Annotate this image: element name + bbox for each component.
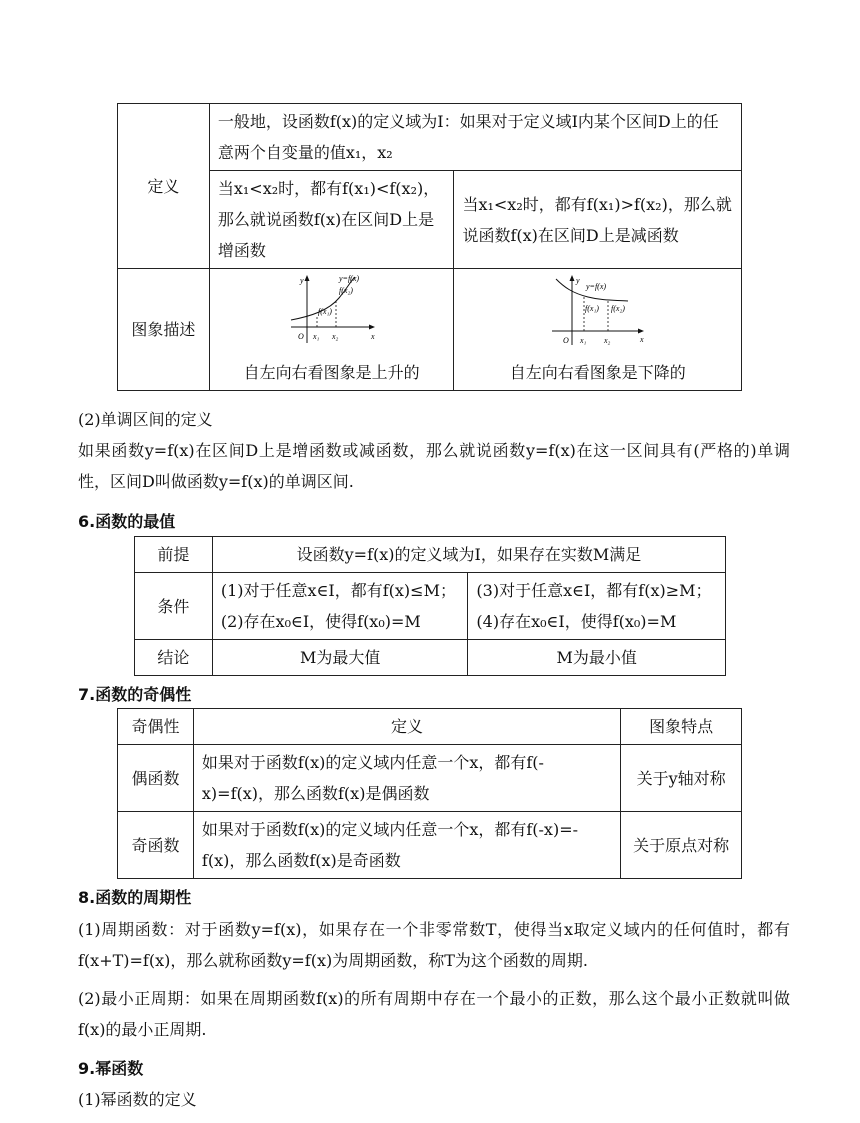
row-label-graph: 图象描述 bbox=[118, 269, 210, 391]
monotonicity-table bbox=[117, 103, 742, 391]
premise-text: 设函数y=f(x)的定义域为I，如果存在实数M满足 bbox=[212, 537, 725, 573]
condition-2: (2)存在x₀∈I，使得f(x₀)=M bbox=[220, 612, 421, 631]
decreasing-function-graph bbox=[548, 273, 648, 347]
conclusion-max: M为最大值 bbox=[212, 640, 468, 676]
even-function-definition: 如果对于函数f(x)的定义域内任意一个x，都有f(-x)=f(x)，那么函数f(x)是偶函数 bbox=[193, 745, 620, 812]
odd-function-label: 奇函数 bbox=[118, 812, 194, 879]
graph-function-label: y=f(x) bbox=[338, 274, 359, 283]
graph-increasing-cell bbox=[209, 269, 454, 391]
graph-decreasing-cell bbox=[454, 269, 742, 391]
section-9-title: 9.幂函数 bbox=[78, 1059, 144, 1078]
section-8-para-2: (2)最小正周期：如果在周期函数f(x)的所有周期中存在一个最小的正数，那么这个最小正数就叫做f(x)的最小正周期. bbox=[78, 989, 790, 1039]
section-2-body: 如果函数y=f(x)在区间D上是增函数或减函数，那么就说函数y=f(x)在这一区间具有(严格的)单调性，区间D叫做函数y=f(x)的单调区间. bbox=[78, 441, 790, 491]
definition-decreasing: 当x₁<x₂时，都有f(x₁)>f(x₂)，那么就说函数f(x)在区间D上是减函数 bbox=[454, 171, 742, 269]
section-6-title: 6.函数的最值 bbox=[78, 512, 176, 531]
odd-function-definition: 如果对于函数f(x)的定义域内任意一个x，都有f(-x)=-f(x)，那么函数f(x)是奇函数 bbox=[193, 812, 620, 879]
graph-y-axis-label: y bbox=[575, 276, 580, 285]
even-function-label: 偶函数 bbox=[118, 745, 194, 812]
row-label-premise: 前提 bbox=[135, 537, 213, 573]
graph-fx2-label: f(x₂) bbox=[338, 286, 353, 295]
condition-3: (3)对于任意x∈I，都有f(x)≥M； bbox=[476, 581, 712, 600]
section-8-para-1: (1)周期函数：对于函数y=f(x)，如果存在一个非零常数T，使得当x取定义域内的任何值时，都有f(x+T)=f(x)，那么就称函数y=f(x)为周期函数，称T为这个函数的周期. bbox=[78, 920, 790, 970]
graph-x1-label: x₁ bbox=[312, 332, 319, 341]
section-2-title: (2)单调区间的定义 bbox=[78, 410, 213, 429]
section-8-title: 8.函数的周期性 bbox=[78, 888, 192, 907]
definition-increasing: 当x₁<x₂时，都有f(x₁)<f(x₂)，那么就说函数f(x)在区间D上是增函数 bbox=[209, 171, 454, 269]
even-function-feature: 关于y轴对称 bbox=[621, 745, 742, 812]
condition-max-cell bbox=[212, 573, 468, 640]
extrema-table bbox=[134, 536, 726, 676]
graph-y-axis-label: y bbox=[299, 276, 304, 285]
section-7-title: 7.函数的奇偶性 bbox=[78, 685, 192, 704]
parity-table bbox=[117, 708, 742, 879]
graph-x2-label: x₂ bbox=[331, 332, 338, 341]
graph-increasing-caption: 自左向右看图象是上升的 bbox=[243, 363, 420, 382]
condition-1: (1)对于任意x∈I，都有f(x)≤M； bbox=[220, 581, 456, 600]
graph-x1-label: x₁ bbox=[579, 336, 587, 345]
condition-min-cell bbox=[468, 573, 726, 640]
condition-4: (4)存在x₀∈I，使得f(x₀)=M bbox=[476, 612, 677, 631]
header-parity: 奇偶性 bbox=[118, 709, 194, 745]
conclusion-min: M为最小值 bbox=[468, 640, 726, 676]
graph-decreasing-caption: 自左向右看图象是下降的 bbox=[509, 363, 686, 382]
graph-x2-label: x₂ bbox=[603, 336, 611, 345]
graph-fx2-label: f(x₂) bbox=[610, 304, 625, 313]
header-definition: 定义 bbox=[193, 709, 620, 745]
row-label-conclusion: 结论 bbox=[135, 640, 213, 676]
graph-function-label: y=f(x) bbox=[585, 282, 606, 291]
section-9-para-1: (1)幂函数的定义 bbox=[78, 1090, 197, 1109]
definition-common: 一般地，设函数f(x)的定义域为I：如果对于定义域I内某个区间D上的任意两个自变量的值x₁，x₂ bbox=[209, 104, 741, 171]
graph-x-axis-label: x bbox=[639, 335, 644, 344]
graph-fx1-label: f(x₁) bbox=[584, 304, 599, 313]
odd-function-feature: 关于原点对称 bbox=[621, 812, 742, 879]
graph-origin-label: O bbox=[562, 336, 569, 345]
graph-x-axis-label: x bbox=[370, 332, 375, 341]
graph-origin-label: O bbox=[297, 332, 304, 341]
row-label-definition: 定义 bbox=[118, 104, 210, 269]
header-graph-feature: 图象特点 bbox=[621, 709, 742, 745]
row-label-condition: 条件 bbox=[135, 573, 213, 640]
increasing-function-graph bbox=[287, 273, 377, 347]
graph-fx1-label: f(x₁) bbox=[317, 307, 332, 316]
